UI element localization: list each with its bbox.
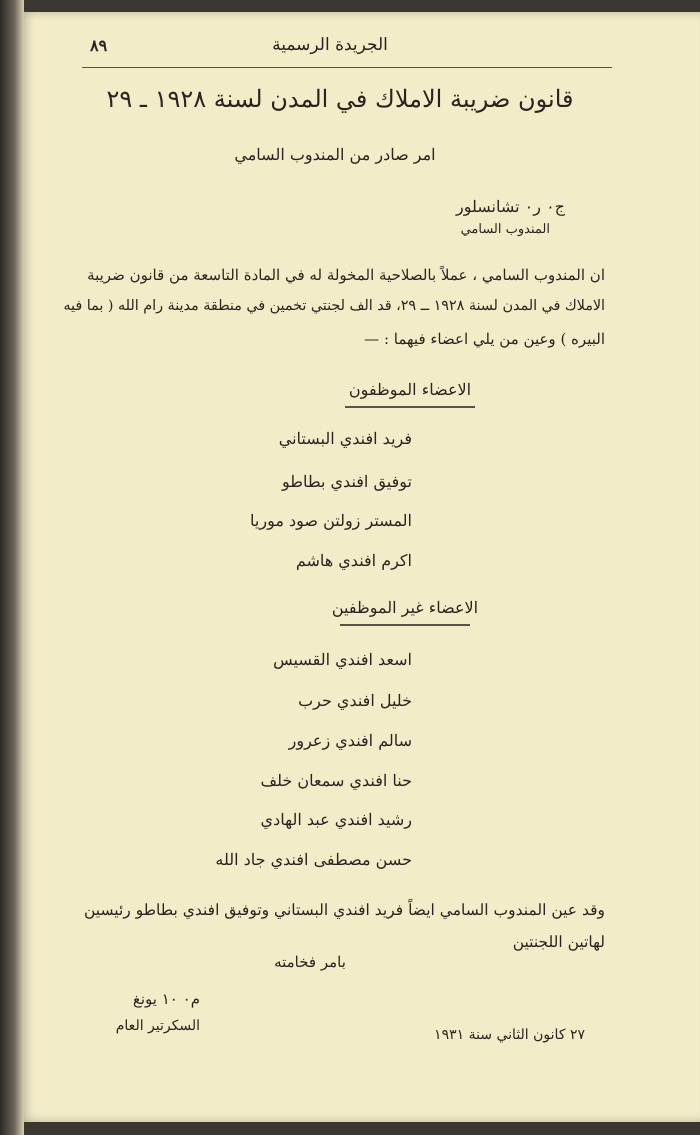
member-name: حنا افندي سمعان خلف (260, 771, 412, 790)
subtitle: امر صادر من المندوب السامي (234, 145, 436, 164)
member-name: رشيد افندي عبد الهادي (260, 810, 412, 829)
secretary-name: م٠ ١٠ يونغ (132, 990, 200, 1008)
non-official-members-heading: الاعضاء غير الموظفين (331, 598, 479, 617)
paragraph-line: الاملاك في المدن لسنة ١٩٢٨ ــ ٢٩، قد الف لجنتي تخمين في منطقة مدينة رام الله ( بما فيه (63, 298, 605, 314)
member-name: خليل افندي حرب (298, 691, 412, 710)
member-name: حسن مصطفى افندي جاد الله (215, 850, 412, 869)
heading-underline (340, 624, 470, 626)
member-name: توفيق افندي بطاطو (281, 472, 412, 491)
official-members-heading: الاعضاء الموظفون (348, 380, 472, 399)
member-name: المستر زولتن صود موريا (250, 511, 412, 530)
closing-line: لهاتين اللجنتين (512, 933, 605, 951)
by-order: بامر فخامته (274, 953, 346, 971)
heading-underline (345, 406, 475, 408)
paragraph-line: البيره ) وعين من يلي اعضاء فيهما : — (364, 330, 605, 348)
law-title: قانون ضريبة الاملاك في المدن لسنة ١٩٢٨ ـ ٢٩ (106, 85, 574, 113)
date: ٢٧ كانون الثاني سنة ١٩٣١ (434, 1027, 585, 1043)
header-rule (82, 67, 612, 68)
header-title: الجريدة الرسمية (272, 35, 388, 55)
member-name: اسعد افندي القسيس (273, 650, 412, 669)
paragraph-line: ان المندوب السامي ، عملاً بالصلاحية المخولة له في المادة التاسعة من قانون ضريبة (87, 266, 605, 284)
issuer-role: المندوب السامي (460, 222, 550, 237)
member-name: اكرم افندي هاشم (295, 551, 412, 570)
issuer-name: ج٠ ر٠ تشانسلور (455, 197, 565, 216)
page-number: ٨٩ (90, 36, 108, 55)
member-name: فريد افندي البستاني (278, 429, 412, 448)
secretary-role: السكرتير العام (115, 1018, 200, 1034)
member-name: سالم افندي زعرور (288, 731, 412, 750)
binding-edge (0, 0, 24, 1135)
closing-line: وقد عين المندوب السامي ايضاً فريد افندي البستاني وتوفيق افندي بطاطو رئيسين (83, 901, 605, 919)
